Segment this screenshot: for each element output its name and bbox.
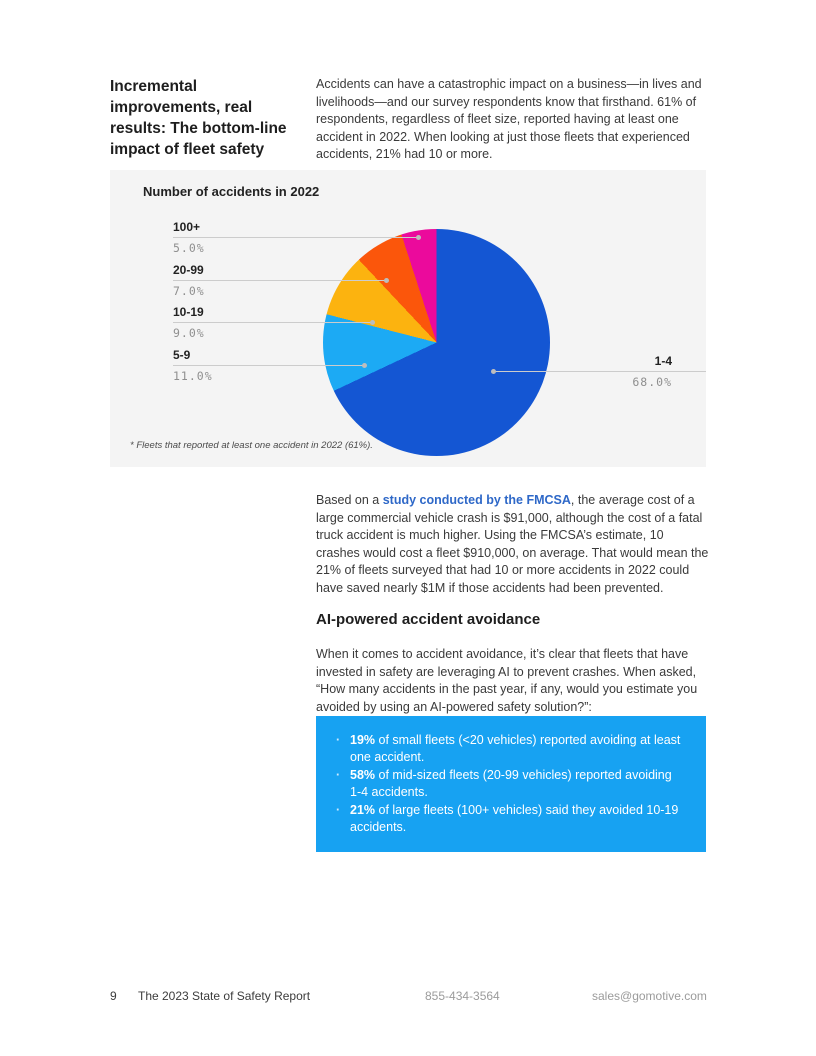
chart-footnote: * Fleets that reported at least one accident in 2022 (61%).	[130, 440, 373, 451]
pie-label-name: 10-19	[173, 305, 204, 319]
paragraph-text: Based on a	[316, 493, 383, 507]
pie-label-value: 9.0%	[173, 326, 205, 340]
stat-text: of large fleets (100+ vehicles) said they avoided 10-19 accidents.	[350, 802, 679, 835]
stat-text: of mid-sized fleets (20-99 vehicles) reported avoiding 1-4 accidents.	[350, 767, 672, 800]
stat-value: 21%	[350, 802, 376, 817]
pie-label-1-4	[492, 354, 706, 389]
pie-label-100plus	[173, 220, 420, 255]
pie-label-5-9	[173, 348, 366, 383]
leader-line	[492, 371, 706, 372]
paragraph-text: , the average cost of a large commercial vehicle crash is $91,000, although the cost of a fatal truck accident is much higher. Using the FMCSA’s estimate, 10 crashes would cost a fleet $910,000, on average. That would mean the 21% of fleets surveyed that had 10 or more accidents in 2022 could have saved nearly $1M if those accidents had been prevented.	[316, 493, 709, 595]
pie-label-value: 68.0%	[632, 375, 672, 389]
list-item	[334, 732, 684, 767]
leader-line	[173, 280, 388, 281]
stat-text: of small fleets (<20 vehicles) reported avoiding at least one accident.	[350, 733, 681, 765]
footer-email: sales@gomotive.com	[592, 989, 707, 1003]
leader-line	[173, 365, 366, 366]
page-title: Incremental improvements, real results: The bottom-line impact of fleet safety	[110, 78, 287, 158]
pie-label-20-99	[173, 263, 388, 298]
cost-paragraph	[316, 492, 709, 598]
pie-label-value: 11.0%	[173, 369, 213, 383]
page-number: 9	[110, 989, 117, 1003]
pie-label-name: 20-99	[173, 263, 204, 277]
section-heading: AI-powered accident avoidance	[316, 611, 541, 628]
footer-report-title: The 2023 State of Safety Report	[138, 989, 311, 1003]
footer-phone: 855-434-3564	[425, 989, 500, 1003]
intro-paragraph: Accidents can have a catastrophic impact on a business—in lives and livelihoods—and our survey respondents know that firsthand. 61% of respondents, regardless of fleet size, reported having at least one accident in 2022. When looking at just those fleets that experienced accidents, 21% had 10 or more.	[316, 77, 702, 162]
section-paragraph: When it comes to accident avoidance, it’s clear that fleets that have invested in safety are leveraging AI to prevent crashes. When asked, “How many accidents in the past year, if any, would you estimate you avoided by using an AI-powered safety solution?”:	[316, 647, 698, 714]
list-item	[334, 802, 684, 837]
pie-label-10-19	[173, 305, 374, 340]
accidents-chart-panel	[110, 170, 706, 467]
stat-value: 58%	[350, 767, 376, 782]
stats-list	[334, 732, 684, 836]
pie-label-value: 5.0%	[173, 241, 205, 255]
chart-title: Number of accidents in 2022	[143, 184, 320, 199]
pie-label-name: 100+	[173, 220, 201, 234]
pie-label-name: 5-9	[173, 348, 191, 362]
stat-value: 19%	[350, 733, 376, 747]
pie-label-value: 7.0%	[173, 284, 205, 298]
stats-callout-box	[316, 716, 706, 852]
leader-line	[173, 237, 420, 238]
list-item	[334, 767, 684, 802]
leader-line	[173, 322, 374, 323]
pie-label-name: 1-4	[654, 354, 672, 368]
fmcsa-study-link[interactable]: study conducted by the FMCSA	[382, 493, 571, 507]
